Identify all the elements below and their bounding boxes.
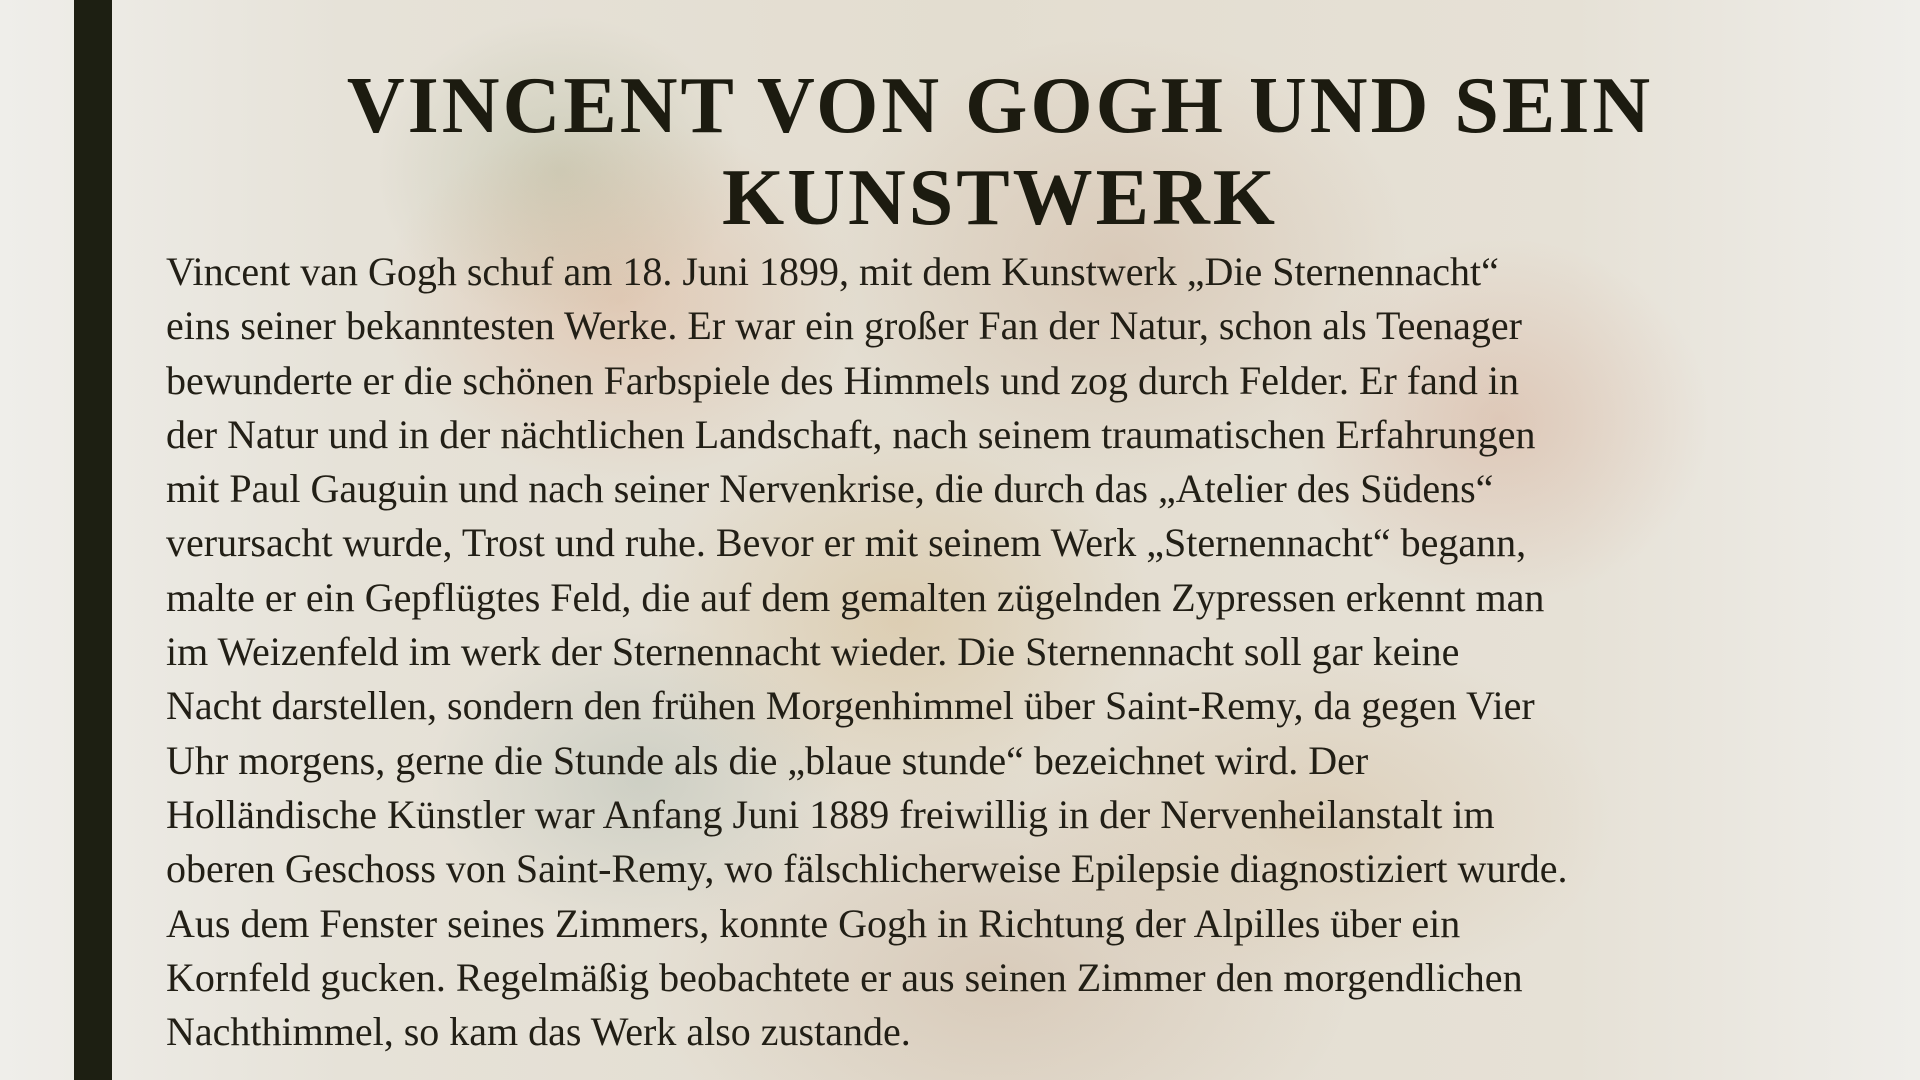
body-line: Holländische Künstler war Anfang Juni 1889 freiwillig in der Nervenheilanstalt im [166,791,1495,837]
slide-title [150,60,1850,244]
slide-title-line-1: VINCENT VON GOGH UND SEIN [346,62,1654,150]
body-line: eins seiner bekanntesten Werke. Er war ein großer Fan der Natur, schon als Teenager [166,303,1522,349]
accent-bar [74,0,112,1080]
body-line: verursacht wurde, Trost und ruhe. Bevor er mit seinem Werk „Sternennacht“ begann, [166,520,1527,566]
body-line: mit Paul Gauguin und nach seiner Nervenkrise, die durch das „Atelier des Südens“ [166,466,1494,512]
body-line: der Natur und in der nächtlichen Landschaft, nach seinem traumatischen Erfahrungen [166,411,1536,457]
slide-title-line-2: KUNSTWERK [722,154,1278,242]
slide-body-text [166,245,1886,1059]
body-line: Kornfeld gucken. Regelmäßig beobachtete er aus seinen Zimmer den morgendlichen [166,954,1523,1000]
body-line: Aus dem Fenster seines Zimmers, konnte Gogh in Richtung der Alpilles über ein [166,900,1461,946]
body-line: Vincent van Gogh schuf am 18. Juni 1899, mit dem Kunstwerk „Die Sternennacht“ [166,249,1499,294]
body-line: bewunderte er die schönen Farbspiele des Himmels und zog durch Felder. Er fand in [166,357,1519,403]
body-line: im Weizenfeld im werk der Sternennacht wieder. Die Sternennacht soll gar keine [166,629,1460,675]
body-line: Nachthimmel, so kam das Werk also zustande. [166,1009,911,1055]
body-line: malte er ein Gepflügtes Feld, die auf dem gemalten zügelnden Zypressen erkennt man [166,574,1545,620]
body-line: Nacht darstellen, sondern den frühen Morgenhimmel über Saint-Remy, da gegen Vier [166,683,1535,729]
body-line: Uhr morgens, gerne die Stunde als die „blaue stunde“ bezeichnet wird. Der [166,737,1369,783]
body-line: oberen Geschoss von Saint-Remy, wo fälschlicherweise Epilepsie diagnostiziert wurde. [166,846,1568,892]
